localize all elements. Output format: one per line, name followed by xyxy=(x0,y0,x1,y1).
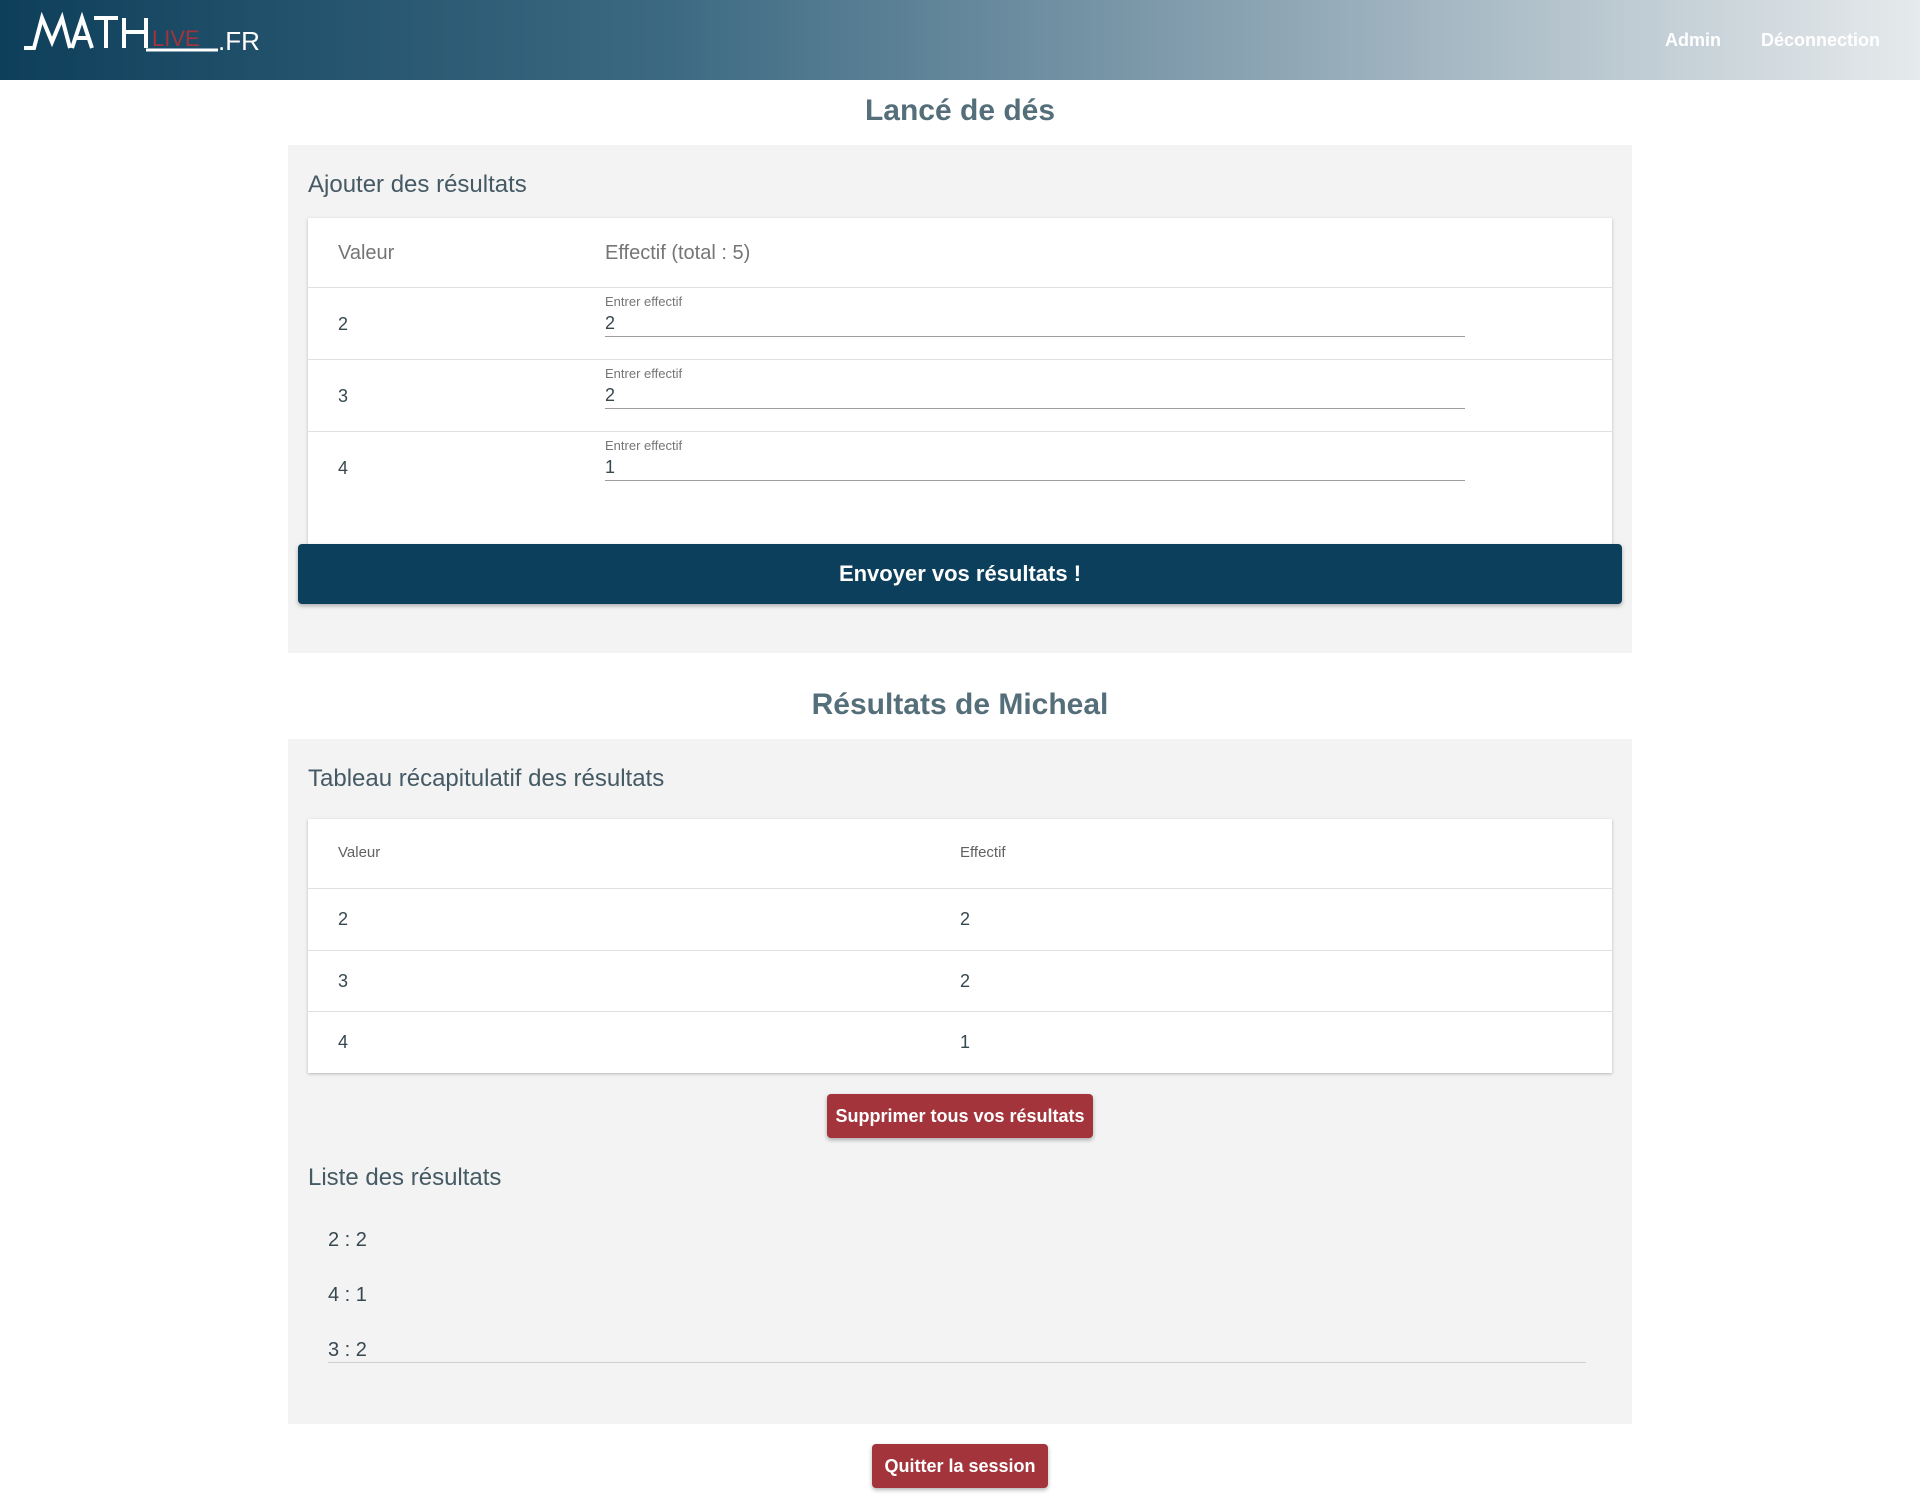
count-input[interactable] xyxy=(605,382,1465,409)
column-header-count: Effectif (total : 5) xyxy=(605,242,751,264)
row-value: 3 xyxy=(338,386,349,406)
list-item: 2 : 2 xyxy=(328,1229,367,1251)
row-count: 1 xyxy=(960,1032,971,1052)
summary-table xyxy=(308,819,1612,1073)
column-header-value: Valeur xyxy=(338,242,395,264)
add-results-title: Ajouter des résultats xyxy=(308,171,527,198)
table-header-row xyxy=(308,218,1612,288)
count-input[interactable] xyxy=(605,310,1465,337)
list-item: 3 : 2 xyxy=(328,1339,367,1361)
table-row xyxy=(308,288,1612,360)
mathlive-logo[interactable] xyxy=(22,10,272,60)
table-row xyxy=(308,360,1612,432)
row-value: 4 xyxy=(338,458,349,478)
count-field-label: Entrer effectif xyxy=(605,366,683,381)
results-title: Résultats de Micheal xyxy=(811,688,1109,721)
column-header-value: Valeur xyxy=(338,844,381,861)
logo-live-text: LIVE xyxy=(152,26,200,51)
nav-logout-link[interactable]: Déconnection xyxy=(1760,29,1880,50)
table-header-row xyxy=(308,819,1612,889)
row-value: 2 xyxy=(338,909,349,929)
table-row xyxy=(308,432,1612,504)
add-results-panel xyxy=(288,145,1632,653)
count-input[interactable] xyxy=(605,454,1465,481)
row-count: 2 xyxy=(960,971,971,991)
nav-links xyxy=(1665,0,1880,80)
quit-session-button[interactable]: Quitter la session xyxy=(872,1444,1048,1488)
top-navbar xyxy=(0,0,1920,80)
summary-title: Tableau récapitulatif des résultats xyxy=(308,765,665,792)
submit-results-button[interactable]: Envoyer vos résultats ! xyxy=(298,544,1622,604)
table-row xyxy=(308,951,1612,1012)
list-item: 4 : 1 xyxy=(328,1284,367,1306)
column-header-count: Effectif xyxy=(960,844,1006,861)
logo-graphic xyxy=(22,10,272,60)
count-field-label: Entrer effectif xyxy=(605,294,683,309)
row-count: 2 xyxy=(960,909,971,929)
list-divider xyxy=(328,1362,1586,1363)
table-row xyxy=(308,889,1612,951)
logo-suffix-text: .FR xyxy=(218,26,260,56)
page-title: Lancé de dés xyxy=(864,94,1056,127)
delete-all-results-button[interactable]: Supprimer tous vos résultats xyxy=(827,1094,1093,1138)
results-list-title: Liste des résultats xyxy=(308,1164,502,1191)
count-field-label: Entrer effectif xyxy=(605,438,683,453)
nav-admin-link[interactable]: Admin xyxy=(1664,29,1721,50)
summary-panel xyxy=(288,739,1632,1424)
table-row xyxy=(308,1012,1612,1073)
row-value: 4 xyxy=(338,1032,349,1052)
row-value: 3 xyxy=(338,971,349,991)
row-value: 2 xyxy=(338,314,349,334)
add-results-table xyxy=(308,218,1612,577)
